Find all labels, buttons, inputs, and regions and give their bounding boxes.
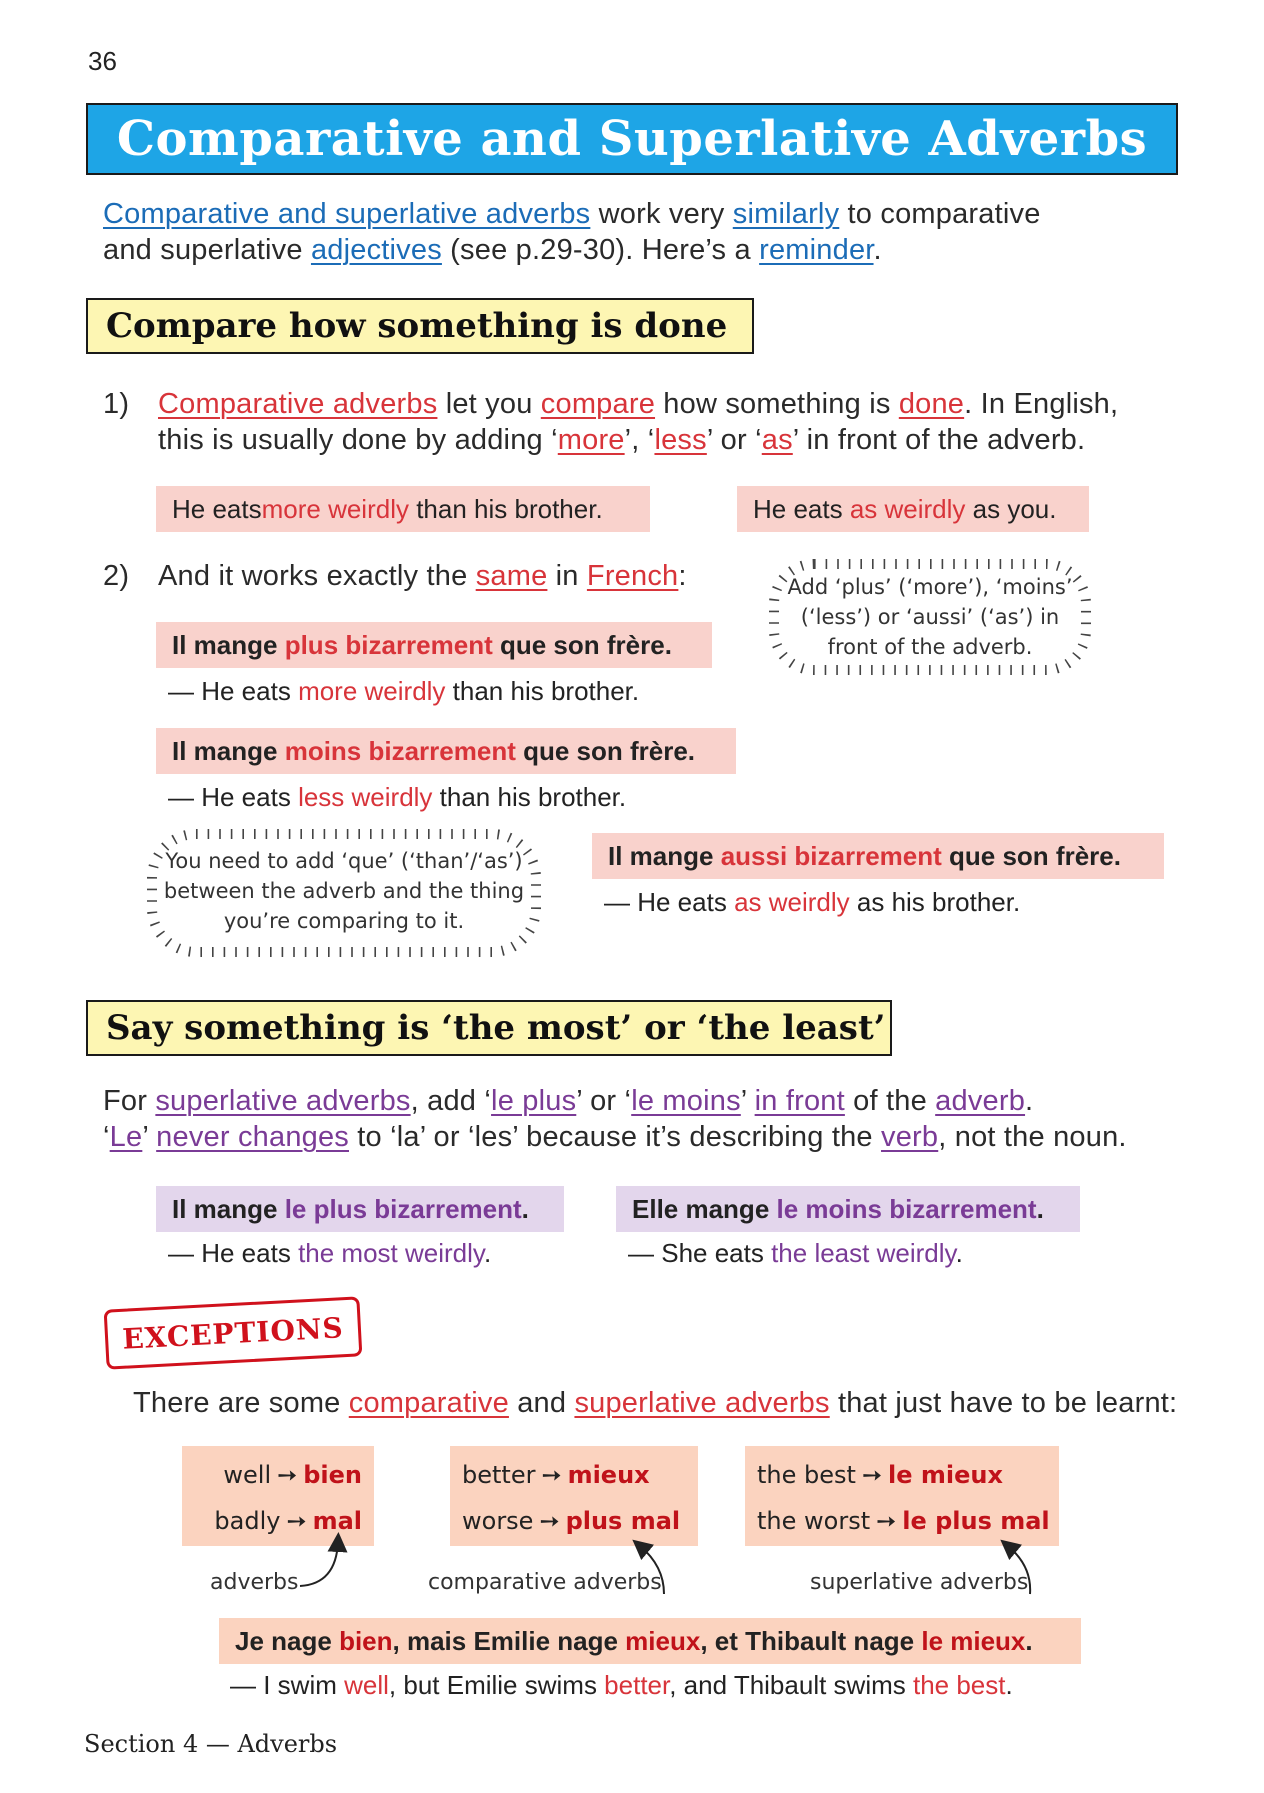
arrow-icon: ➙ bbox=[861, 1461, 883, 1489]
term: as bbox=[761, 424, 793, 456]
highlight: mieux bbox=[625, 1626, 701, 1656]
text: Il mange bbox=[172, 630, 285, 660]
intro-text: work very bbox=[590, 198, 733, 230]
french-word: plus mal bbox=[565, 1507, 681, 1535]
text: . bbox=[1025, 1626, 1033, 1656]
text: , mais Emilie nage bbox=[392, 1626, 626, 1656]
term: superlative adverbs bbox=[574, 1387, 830, 1419]
point-number: 1) bbox=[103, 388, 130, 420]
term: le plus bbox=[491, 1085, 577, 1117]
french-word: mieux bbox=[567, 1461, 650, 1489]
highlight: more weirdly bbox=[298, 676, 446, 706]
text: que son frère. bbox=[941, 841, 1121, 871]
text: ’ or ‘ bbox=[576, 1085, 632, 1117]
text: . bbox=[1025, 1085, 1034, 1117]
text: as his brother. bbox=[849, 887, 1021, 917]
text: . bbox=[955, 1238, 963, 1268]
caption-adverbs: adverbs bbox=[210, 1570, 299, 1595]
highlight: bien bbox=[339, 1626, 393, 1656]
text: For bbox=[103, 1085, 156, 1117]
note-line: you’re comparing to it. bbox=[223, 909, 465, 933]
section-heading-compare bbox=[86, 298, 754, 354]
note-line: Add ‘plus’ (‘more’), ‘moins’ bbox=[787, 575, 1073, 599]
text: Je nage bbox=[235, 1626, 340, 1656]
text: and bbox=[508, 1387, 575, 1419]
term-link: Comparative and superlative adverbs bbox=[103, 198, 591, 230]
superlative-translation-1 bbox=[168, 1236, 491, 1270]
curved-arrow-icon bbox=[300, 1542, 338, 1586]
page-number: 36 bbox=[88, 46, 117, 76]
english-word: the best bbox=[757, 1461, 856, 1489]
text: in bbox=[547, 560, 587, 592]
section-footer: Section 4 — Adverbs bbox=[84, 1730, 338, 1758]
text: ’ in front of the adverb. bbox=[792, 424, 1086, 456]
highlight: le plus bizarrement bbox=[284, 1194, 522, 1224]
term: verb bbox=[881, 1121, 939, 1153]
text: — He eats bbox=[604, 887, 735, 917]
caption-superlative-adverbs: superlative adverbs bbox=[810, 1570, 1029, 1595]
section-heading-text: Compare how something is done bbox=[106, 306, 728, 346]
text: . bbox=[521, 1194, 529, 1224]
exceptions-stamp bbox=[104, 1296, 363, 1369]
text: He eats bbox=[753, 494, 850, 524]
point-1-text bbox=[158, 386, 1158, 458]
translation-2 bbox=[168, 780, 626, 814]
text: . bbox=[1005, 1670, 1013, 1700]
final-translation bbox=[230, 1668, 1013, 1702]
superlative-example-2 bbox=[616, 1186, 1080, 1232]
intro-paragraph bbox=[103, 196, 1103, 268]
english-word: well bbox=[223, 1461, 272, 1489]
french-word: mal bbox=[312, 1507, 362, 1535]
arrow-icon: ➙ bbox=[277, 1461, 298, 1489]
text: — I swim bbox=[230, 1670, 345, 1700]
highlight: aussi bizarrement bbox=[720, 841, 942, 871]
arrow-icon: ➙ bbox=[286, 1507, 307, 1535]
french-example-1 bbox=[156, 622, 712, 668]
highlight: the best bbox=[912, 1670, 1006, 1700]
text: : bbox=[678, 560, 687, 592]
caption-comparative-adverbs: comparative adverbs bbox=[428, 1570, 662, 1595]
french-word: bien bbox=[303, 1461, 362, 1489]
superlative-translation-2 bbox=[628, 1236, 963, 1270]
exceptions-intro bbox=[133, 1385, 1177, 1421]
section-heading-superlative bbox=[86, 1000, 892, 1056]
text: that just have to be learnt: bbox=[829, 1387, 1178, 1419]
highlight: more weirdly bbox=[261, 494, 409, 524]
text: , and Thibault swims bbox=[669, 1670, 913, 1700]
text: Elle mange bbox=[632, 1194, 777, 1224]
exception-row bbox=[194, 1452, 362, 1498]
text: And it works exactly the bbox=[158, 560, 476, 592]
stamp-text: EXCEPTIONS bbox=[121, 1310, 345, 1356]
highlight: the least weirdly bbox=[771, 1238, 956, 1268]
term: adverb bbox=[935, 1085, 1026, 1117]
note-line: between the adverb and the thing bbox=[163, 879, 525, 903]
page-title: Comparative and Superlative Adverbs bbox=[116, 111, 1148, 167]
term: in front bbox=[754, 1085, 845, 1117]
highlight: as weirdly bbox=[849, 494, 966, 524]
point-2-text bbox=[158, 558, 687, 594]
text: ‘ bbox=[103, 1121, 110, 1153]
text: than his brother. bbox=[408, 494, 603, 524]
term: never changes bbox=[156, 1121, 349, 1153]
arrow-icon: ➙ bbox=[876, 1507, 897, 1535]
note-bubble-2 bbox=[140, 822, 548, 964]
english-word: badly bbox=[214, 1507, 281, 1535]
text: que son frère. bbox=[492, 630, 672, 660]
exception-row bbox=[462, 1452, 686, 1498]
term-link: reminder bbox=[759, 234, 874, 266]
text: ’ or ‘ bbox=[706, 424, 762, 456]
english-word: better bbox=[462, 1461, 536, 1489]
english-example-2 bbox=[737, 486, 1089, 532]
highlight: well bbox=[344, 1670, 389, 1700]
text: , add ‘ bbox=[410, 1085, 492, 1117]
english-example-1 bbox=[156, 486, 650, 532]
term-link: similarly bbox=[732, 198, 840, 230]
note-line: You need to add ‘que’ (‘than’/‘as’) bbox=[165, 849, 523, 873]
french-word: le plus mal bbox=[902, 1507, 1050, 1535]
text: ’, ‘ bbox=[624, 424, 655, 456]
french-example-2 bbox=[156, 728, 736, 774]
superlative-example-1 bbox=[156, 1186, 564, 1232]
superlative-paragraph bbox=[103, 1083, 1183, 1155]
english-word: the worst bbox=[757, 1507, 871, 1535]
term-link: adjectives bbox=[310, 234, 442, 266]
highlight: as weirdly bbox=[734, 887, 850, 917]
text: , but Emilie swims bbox=[388, 1670, 605, 1700]
text: this is usually done by adding ‘ bbox=[158, 424, 558, 456]
text: Il mange bbox=[172, 1194, 285, 1224]
text: — She eats bbox=[628, 1238, 772, 1268]
point-number: 2) bbox=[103, 560, 130, 592]
text: as you. bbox=[965, 494, 1057, 524]
english-word: worse bbox=[462, 1507, 534, 1535]
exception-row bbox=[757, 1452, 1047, 1498]
translation-1 bbox=[168, 674, 639, 708]
note-line: (‘less’) or ‘aussi’ (‘as’) in bbox=[800, 605, 1060, 629]
term: compare bbox=[540, 388, 656, 420]
term: superlative adverbs bbox=[155, 1085, 411, 1117]
arrow-icon: ➙ bbox=[539, 1507, 560, 1535]
highlight: better bbox=[604, 1670, 670, 1700]
text: — He eats bbox=[168, 782, 299, 812]
text: ’ bbox=[142, 1121, 157, 1153]
intro-text: to comparative bbox=[839, 198, 1041, 230]
text: , not the noun. bbox=[938, 1121, 1127, 1153]
text: He eats bbox=[172, 494, 262, 524]
intro-text: . bbox=[873, 234, 882, 266]
text: — He eats bbox=[168, 1238, 299, 1268]
highlight: le moins bizarrement bbox=[776, 1194, 1037, 1224]
text: ’ bbox=[740, 1085, 755, 1117]
text: than his brother. bbox=[445, 676, 640, 706]
french-word: le mieux bbox=[888, 1461, 1003, 1489]
french-example-3 bbox=[592, 833, 1164, 879]
term: Le bbox=[109, 1121, 143, 1153]
text: of the bbox=[844, 1085, 936, 1117]
text: let you bbox=[437, 388, 541, 420]
term: more bbox=[557, 424, 625, 456]
text: to ‘la’ or ‘les’ because it’s describing the bbox=[349, 1121, 882, 1153]
arrow-icon: ➙ bbox=[541, 1461, 562, 1489]
note-bubble-1 bbox=[762, 552, 1098, 682]
title-bar bbox=[86, 103, 1178, 175]
highlight: le mieux bbox=[921, 1626, 1026, 1656]
text: . In English, bbox=[964, 388, 1119, 420]
intro-text: and superlative bbox=[103, 234, 311, 266]
text: Il mange bbox=[172, 736, 285, 766]
section-heading-text: Say something is ‘the most’ or ‘the least’ bbox=[106, 1008, 886, 1048]
term: French bbox=[586, 560, 679, 592]
text: , et Thibault nage bbox=[700, 1626, 922, 1656]
term: Comparative adverbs bbox=[158, 388, 438, 420]
translation-3 bbox=[604, 885, 1020, 919]
text: There are some bbox=[133, 1387, 349, 1419]
term: comparative bbox=[348, 1387, 509, 1419]
final-french-example bbox=[219, 1618, 1081, 1664]
term: less bbox=[654, 424, 707, 456]
term: le moins bbox=[631, 1085, 741, 1117]
note-line: front of the adverb. bbox=[827, 635, 1033, 659]
text: — He eats bbox=[168, 676, 299, 706]
intro-text: (see p.29-30). Here’s a bbox=[441, 234, 760, 266]
highlight: less weirdly bbox=[298, 782, 433, 812]
term: same bbox=[475, 560, 548, 592]
text: how something is bbox=[655, 388, 899, 420]
text: . bbox=[1036, 1194, 1044, 1224]
text: . bbox=[483, 1238, 492, 1268]
text: que son frère. bbox=[515, 736, 696, 766]
highlight: the most weirdly bbox=[298, 1238, 484, 1268]
term: done bbox=[898, 388, 965, 420]
highlight: moins bizarrement bbox=[284, 736, 516, 766]
text: Il mange bbox=[608, 841, 721, 871]
text: than his brother. bbox=[432, 782, 627, 812]
highlight: plus bizarrement bbox=[284, 630, 493, 660]
